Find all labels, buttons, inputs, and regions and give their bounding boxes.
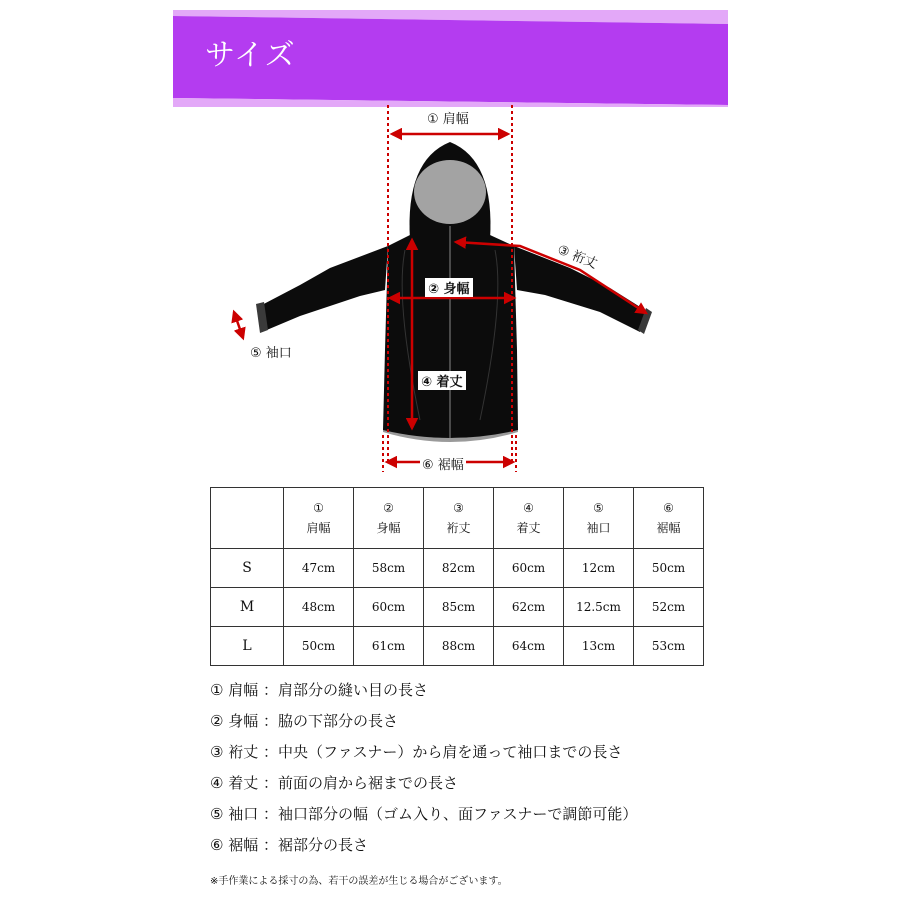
definition-hem: ⑥ 裾幅 ：裾部分の長さ bbox=[210, 836, 368, 854]
table-cell: 88cm bbox=[424, 627, 494, 666]
table-row-l bbox=[211, 627, 704, 666]
table-cell: 12.5cm bbox=[564, 588, 634, 627]
table-cell: 64cm bbox=[494, 627, 564, 666]
header-num: ① bbox=[313, 501, 324, 515]
table-cell: 48cm bbox=[284, 588, 354, 627]
table-cell: 52cm bbox=[634, 588, 704, 627]
table-cell: 60cm bbox=[354, 588, 424, 627]
header-cell bbox=[494, 488, 564, 549]
size-label: S bbox=[211, 549, 284, 588]
header-num: ⑥ bbox=[663, 501, 674, 515]
header-num: ③ bbox=[453, 501, 464, 515]
measurement-definitions bbox=[210, 678, 637, 864]
definition-shoulder: ① 肩幅 ：肩部分の縫い目の長さ bbox=[210, 681, 428, 699]
table-cell: 13cm bbox=[564, 627, 634, 666]
jacket-diagram bbox=[0, 100, 900, 480]
header-num: ④ bbox=[523, 501, 534, 515]
label-body-width: ② 身幅 bbox=[425, 278, 473, 297]
table-cell: 58cm bbox=[354, 549, 424, 588]
definition-body-width: ② 身幅 ：脇の下部分の長さ bbox=[210, 712, 398, 730]
definition-sleeve: ③ 裄丈 ：中央（ファスナー）から肩を通って袖口までの長さ bbox=[210, 743, 623, 761]
header-name: 裾幅 bbox=[656, 521, 681, 535]
table-cell: 47cm bbox=[284, 549, 354, 588]
table-cell: 53cm bbox=[634, 627, 704, 666]
label-shoulder: ① 肩幅 bbox=[425, 108, 471, 127]
size-table bbox=[210, 487, 704, 666]
header-cell bbox=[634, 488, 704, 549]
table-cell: 82cm bbox=[424, 549, 494, 588]
header-cell bbox=[354, 488, 424, 549]
table-header-row bbox=[211, 488, 704, 549]
header-cell bbox=[424, 488, 494, 549]
table-row-s bbox=[211, 549, 704, 588]
definition-cuff: ⑤ 袖口 ：袖口部分の幅（ゴム入り、面ファスナーで調節可能） bbox=[210, 805, 638, 823]
definition-length: ④ 着丈 ：前面の肩から裾までの長さ bbox=[210, 774, 458, 792]
header-name: 身幅 bbox=[376, 521, 401, 535]
table-cell: 60cm bbox=[494, 549, 564, 588]
measurement-note: ※手作業による採寸の為、若干の誤差が生じる場合がございます。 bbox=[210, 876, 508, 887]
table-cell: 61cm bbox=[354, 627, 424, 666]
header-cell bbox=[564, 488, 634, 549]
table-row-m bbox=[211, 588, 704, 627]
header-num: ② bbox=[383, 501, 394, 515]
table-cell: 62cm bbox=[494, 588, 564, 627]
table-cell: 50cm bbox=[284, 627, 354, 666]
table-cell: 50cm bbox=[634, 549, 704, 588]
header-num: ⑤ bbox=[593, 501, 604, 515]
table-corner-cell bbox=[211, 488, 284, 549]
table-cell: 12cm bbox=[564, 549, 634, 588]
header-name: 袖口 bbox=[586, 521, 611, 535]
header-name: 着丈 bbox=[516, 521, 541, 535]
label-length: ④ 着丈 bbox=[418, 371, 466, 390]
label-cuff: ⑤ 袖口 bbox=[248, 342, 294, 361]
size-label: M bbox=[211, 588, 284, 627]
header-name: 肩幅 bbox=[306, 521, 331, 535]
size-title: サイズ bbox=[205, 38, 296, 73]
header-cell bbox=[284, 488, 354, 549]
table-cell: 85cm bbox=[424, 588, 494, 627]
header-name: 裄丈 bbox=[446, 521, 471, 535]
label-hem: ⑥ 裾幅 bbox=[420, 454, 466, 473]
size-label: L bbox=[211, 627, 284, 666]
label-sleeve: ③ 裄丈 bbox=[553, 238, 603, 273]
size-banner bbox=[173, 10, 728, 107]
